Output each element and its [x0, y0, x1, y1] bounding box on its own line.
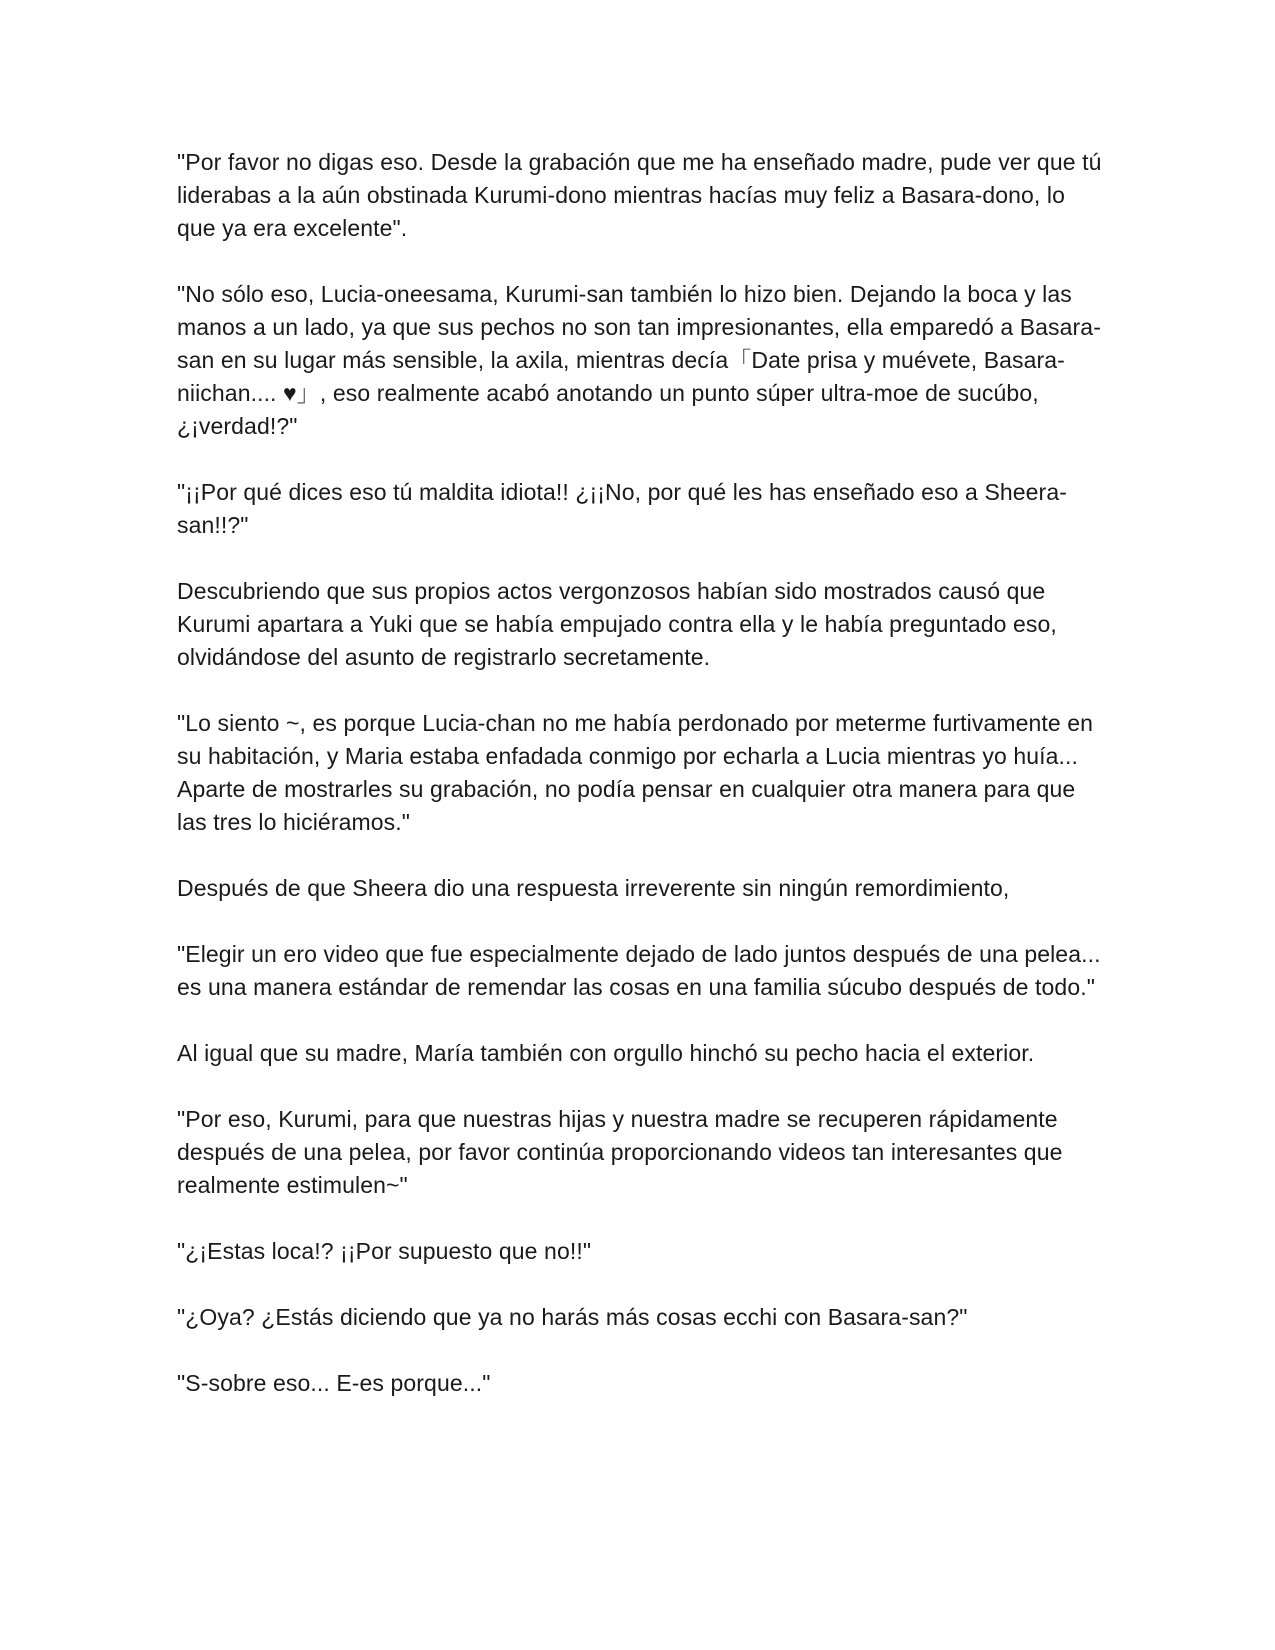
paragraph-10: "¿¡Estas loca!? ¡¡Por supuesto que no!!" — [177, 1238, 592, 1264]
paragraph-12: "S-sobre eso... E-es porque..." — [177, 1370, 491, 1396]
paragraph-7: "Elegir un ero video que fue especialmente dejado de lado juntos después de una pelea... es una manera estándar de remendar las cosas en una familia súcubo después de todo." — [177, 941, 1101, 1000]
paragraph-3: "¡¡Por qué dices eso tú maldita idiota!! ¿¡¡No, por qué les has enseñado eso a Sheera-san!!?" — [177, 479, 1067, 538]
paragraph-5: "Lo siento ~, es porque Lucia-chan no me había perdonado por meterme furtivamente en su habitación, y Maria estaba enfadada conmigo por echarla a Lucia mientras yo huía... Aparte de mostrarles su grabación, no podía pensar en cualquier otra manera para que las tres lo hiciéramos." — [177, 710, 1094, 835]
paragraph-1: "Por favor no digas eso. Desde la grabación que me ha enseñado madre, pude ver que tú liderabas a la aún obstinada Kurumi-dono mientras hacías muy feliz a Basara-dono, lo que ya era excelente". — [177, 149, 1102, 241]
paragraph-11: "¿Oya? ¿Estás diciendo que ya no harás más cosas ecchi con Basara-san?" — [177, 1304, 968, 1330]
paragraph-9: "Por eso, Kurumi, para que nuestras hijas y nuestra madre se recuperen rápidamente después de una pelea, por favor continúa proporcionando videos tan interesantes que realmente estimulen~" — [177, 1106, 1063, 1198]
paragraph-6: Después de que Sheera dio una respuesta irreverente sin ningún remordimiento, — [177, 875, 1010, 901]
document-body — [177, 146, 1107, 1433]
paragraph-8: Al igual que su madre, María también con orgullo hinchó su pecho hacia el exterior. — [177, 1040, 1035, 1066]
paragraph-2: "No sólo eso, Lucia-oneesama, Kurumi-san también lo hizo bien. Dejando la boca y las manos a un lado, ya que sus pechos no son tan impresionantes, ella emparedó a Basara-san en su lugar más sensible, la axila, mientras decía「Date prisa y muévete, Basara-niichan.... ♥」, eso realmente acabó anotando un punto súper ultra-moe de sucúbo, ¿¡verdad!?" — [177, 281, 1101, 439]
paragraph-4: Descubriendo que sus propios actos vergonzosos habían sido mostrados causó que Kurumi apartara a Yuki que se había empujado contra ella y le había preguntado eso, olvidándose del asunto de registrarlo secretamente. — [177, 578, 1057, 670]
